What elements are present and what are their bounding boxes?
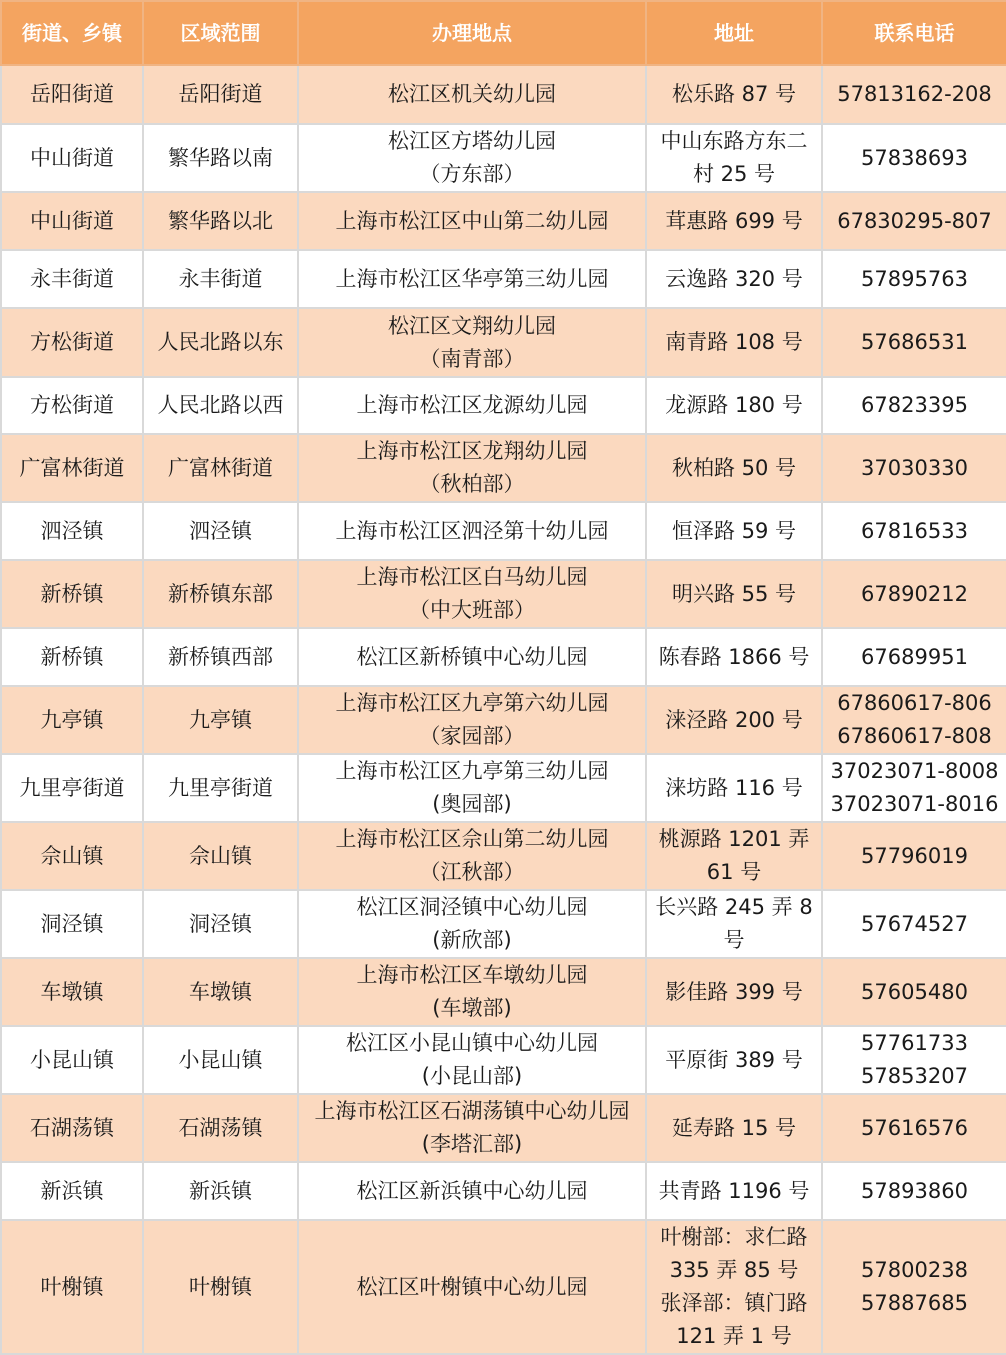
cell-address: [646, 628, 822, 686]
cell-phone-line: 67823395: [861, 393, 968, 417]
cell-town: 石湖荡镇: [1, 1094, 143, 1162]
cell-area: 人民北路以西: [143, 377, 298, 434]
cell-town: 车墩镇: [1, 958, 143, 1026]
table-row: [1, 124, 1006, 192]
table-row: [1, 434, 1006, 502]
cell-place: [298, 65, 646, 124]
cell-place-line: 上海市松江区九亭第三幼儿园: [335, 759, 609, 783]
cell-place: [298, 560, 646, 628]
cell-place: [298, 686, 646, 754]
header-phone: 联系电话: [822, 1, 1006, 65]
cell-phone: [822, 958, 1006, 1026]
cell-area: 人民北路以东: [143, 308, 298, 377]
cell-town: 中山街道: [1, 124, 143, 192]
cell-place-line: 上海市松江区华亭第三幼儿园: [335, 266, 609, 291]
cell-address-line: 涞坊路 116 号: [665, 775, 803, 800]
cell-phone: [822, 628, 1006, 686]
cell-phone-line: 67830295-807: [837, 208, 992, 233]
cell-address-line: 秋柏路 50 号: [671, 455, 797, 480]
table-row: [1, 65, 1006, 124]
table-row: [1, 192, 1006, 250]
table-row: [1, 1162, 1006, 1220]
cell-phone: [822, 377, 1006, 434]
cell-town: 洞泾镇: [1, 890, 143, 958]
cell-phone-line: 67816533: [861, 518, 968, 543]
cell-address: [646, 308, 822, 377]
cell-place-line: （秋柏部）: [419, 472, 525, 496]
cell-phone-line: 37023071-8016: [830, 792, 999, 816]
cell-place: [298, 434, 646, 502]
table-row: [1, 308, 1006, 377]
table-row: [1, 822, 1006, 890]
cell-place-line: (车墩部): [432, 996, 512, 1020]
cell-place-line: 上海市松江区龙源幼儿园: [356, 393, 588, 417]
cell-town: 九亭镇: [1, 686, 143, 754]
header-area: 区域范围: [143, 1, 298, 65]
cell-address-line: 叶榭部：求仁路: [660, 1225, 808, 1249]
cell-place: [298, 890, 646, 958]
cell-address-line: 松乐路 87 号: [671, 82, 797, 106]
cell-town: 方松街道: [1, 308, 143, 377]
table-row: [1, 686, 1006, 754]
cell-phone: [822, 434, 1006, 502]
cell-town: 新浜镇: [1, 1162, 143, 1220]
header-place: 办理地点: [298, 1, 646, 65]
cell-place: [298, 124, 646, 192]
cell-address-line: 影佳路 399 号: [665, 979, 803, 1004]
cell-place: [298, 502, 646, 560]
cell-place-line: （家园部）: [419, 724, 525, 748]
cell-area: 新浜镇: [143, 1162, 298, 1220]
table-row: [1, 502, 1006, 560]
table-row: [1, 1094, 1006, 1162]
cell-phone-line: 57616576: [861, 1115, 968, 1140]
table-row: [1, 250, 1006, 308]
table-row: [1, 560, 1006, 628]
table-row: [1, 628, 1006, 686]
cell-phone-line: 57895763: [861, 266, 968, 291]
cell-phone-line: 67890212: [861, 581, 968, 606]
cell-area: 广富林街道: [143, 434, 298, 502]
cell-area: 岳阳街道: [143, 65, 298, 124]
table-row: [1, 377, 1006, 434]
cell-address-line: 龙源路 180 号: [665, 393, 803, 417]
cell-address-line: 共青路 1196 号: [658, 1178, 810, 1203]
cell-town: 新桥镇: [1, 628, 143, 686]
cell-address-line: 南青路 108 号: [665, 330, 803, 354]
cell-address-line: 平原街 389 号: [665, 1047, 803, 1072]
cell-phone-line: 57893860: [861, 1178, 968, 1203]
cell-town: 佘山镇: [1, 822, 143, 890]
cell-address-line: 陈春路 1866 号: [658, 644, 810, 669]
cell-phone-line: 57887685: [861, 1291, 968, 1315]
cell-town: 广富林街道: [1, 434, 143, 502]
cell-phone: [822, 250, 1006, 308]
cell-place: [298, 1026, 646, 1094]
cell-place-line: 松江区叶榭镇中心幼儿园: [356, 1274, 588, 1299]
cell-address: [646, 250, 822, 308]
cell-place-line: 上海市松江区车墩幼儿园: [356, 963, 588, 987]
cell-town: 小昆山镇: [1, 1026, 143, 1094]
cell-area: 繁华路以北: [143, 192, 298, 250]
cell-address: [646, 754, 822, 822]
cell-place: [298, 192, 646, 250]
cell-area: 新桥镇东部: [143, 560, 298, 628]
cell-address: [646, 502, 822, 560]
table-row: [1, 754, 1006, 822]
cell-place-line: 松江区文翔幼儿园: [388, 313, 556, 338]
cell-address: [646, 124, 822, 192]
cell-place-line: 上海市松江区石湖荡镇中心幼儿园: [314, 1099, 630, 1123]
cell-place-line: (小昆山部): [421, 1064, 523, 1088]
cell-address: [646, 1162, 822, 1220]
cell-place-line: （方东部）: [419, 162, 525, 186]
table-row: [1, 1026, 1006, 1094]
cell-place-line: 上海市松江区九亭第六幼儿园: [335, 691, 609, 715]
cell-area: 永丰街道: [143, 250, 298, 308]
cell-place-line: 上海市松江区白马幼儿园: [356, 565, 588, 589]
cell-address-line: 村 25 号: [692, 162, 776, 186]
cell-address: [646, 560, 822, 628]
cell-town: 新桥镇: [1, 560, 143, 628]
cell-place: [298, 628, 646, 686]
cell-phone: [822, 1220, 1006, 1354]
cell-place: [298, 1162, 646, 1220]
cell-address-line: 桃源路 1201 弄: [658, 827, 810, 851]
cell-address-line: 长兴路 245 弄 8: [655, 895, 813, 919]
cell-phone: [822, 502, 1006, 560]
cell-address-line: 中山东路方东二: [660, 129, 808, 153]
cell-phone: [822, 308, 1006, 377]
cell-phone-line: 57838693: [861, 145, 968, 170]
table-row: [1, 1220, 1006, 1354]
cell-place: [298, 308, 646, 377]
header-address: 地址: [646, 1, 822, 65]
cell-place-line: （中大班部）: [409, 598, 535, 622]
cell-phone-line: 57761733: [861, 1031, 968, 1055]
cell-address: [646, 686, 822, 754]
cell-address: [646, 822, 822, 890]
cell-phone: [822, 560, 1006, 628]
cell-address-line: 号: [723, 928, 745, 952]
cell-phone-line: 57686531: [861, 330, 968, 354]
cell-town: 永丰街道: [1, 250, 143, 308]
cell-phone-line: 37023071-8008: [830, 759, 999, 783]
cell-phone-line: 57605480: [861, 979, 968, 1004]
cell-address-line: 61 号: [706, 860, 762, 884]
cell-phone: [822, 754, 1006, 822]
cell-address: [646, 1220, 822, 1354]
cell-phone: [822, 822, 1006, 890]
cell-phone-line: 57674527: [861, 911, 968, 936]
table-row: [1, 890, 1006, 958]
cell-address-line: 涞泾路 200 号: [665, 707, 803, 732]
cell-place: [298, 250, 646, 308]
cell-area: 叶榭镇: [143, 1220, 298, 1354]
cell-phone-line: 57796019: [861, 843, 968, 868]
cell-town: 叶榭镇: [1, 1220, 143, 1354]
cell-place-line: 松江区新桥镇中心幼儿园: [356, 644, 588, 669]
cell-area: 车墩镇: [143, 958, 298, 1026]
table-header: [1, 1, 1006, 65]
cell-address-line: 云逸路 320 号: [665, 266, 803, 291]
cell-phone-line: 57853207: [861, 1064, 968, 1088]
cell-place-line: （江秋部）: [419, 860, 525, 884]
cell-area: 新桥镇西部: [143, 628, 298, 686]
cell-address: [646, 1026, 822, 1094]
cell-town: 泗泾镇: [1, 502, 143, 560]
cell-place-line: (李塔汇部): [421, 1132, 523, 1156]
cell-area: 繁华路以南: [143, 124, 298, 192]
cell-place-line: （南青部）: [419, 346, 525, 371]
cell-area: 石湖荡镇: [143, 1094, 298, 1162]
table-body: [1, 65, 1006, 1354]
cell-phone-line: 67860617-808: [837, 724, 992, 748]
cell-place-line: 松江区方塔幼儿园: [388, 129, 556, 153]
cell-phone-line: 37030330: [861, 455, 968, 480]
cell-town: 方松街道: [1, 377, 143, 434]
cell-phone: [822, 1026, 1006, 1094]
cell-place-line: 松江区新浜镇中心幼儿园: [356, 1178, 588, 1203]
cell-area: 九亭镇: [143, 686, 298, 754]
header-town: 街道、乡镇: [1, 1, 143, 65]
cell-town: 岳阳街道: [1, 65, 143, 124]
cell-place-line: 松江区小昆山镇中心幼儿园: [346, 1031, 598, 1055]
cell-area: 九里亭街道: [143, 754, 298, 822]
cell-area: 小昆山镇: [143, 1026, 298, 1094]
cell-place-line: 上海市松江区中山第二幼儿园: [335, 208, 609, 233]
cell-address-line: 明兴路 55 号: [671, 581, 797, 606]
cell-place-line: 松江区机关幼儿园: [388, 82, 556, 106]
cell-phone: [822, 124, 1006, 192]
cell-place-line: 松江区洞泾镇中心幼儿园: [356, 895, 588, 919]
cell-phone-line: 67860617-806: [837, 691, 992, 715]
cell-phone: [822, 192, 1006, 250]
cell-place-line: 上海市松江区泗泾第十幼儿园: [335, 518, 609, 543]
cell-phone: [822, 686, 1006, 754]
cell-place: [298, 822, 646, 890]
cell-place-line: 上海市松江区佘山第二幼儿园: [335, 827, 609, 851]
table-row: [1, 958, 1006, 1026]
cell-area: 泗泾镇: [143, 502, 298, 560]
cell-address: [646, 890, 822, 958]
cell-place: [298, 754, 646, 822]
cell-address-line: 恒泽路 59 号: [671, 518, 797, 543]
cell-address-line: 335 弄 85 号: [669, 1258, 799, 1282]
cell-address-line: 张泽部：镇门路: [660, 1291, 808, 1315]
cell-place-line: (新欣部): [432, 928, 512, 952]
cell-town: 九里亭街道: [1, 754, 143, 822]
cell-address-line: 延寿路 15 号: [671, 1115, 797, 1140]
cell-phone-line: 57813162-208: [837, 82, 992, 106]
cell-phone: [822, 1162, 1006, 1220]
cell-address: [646, 377, 822, 434]
cell-phone-line: 57800238: [861, 1258, 968, 1282]
cell-address: [646, 192, 822, 250]
cell-address: [646, 434, 822, 502]
cell-town: 中山街道: [1, 192, 143, 250]
cell-address-line: 茸惠路 699 号: [665, 208, 803, 233]
cell-phone-line: 67689951: [861, 644, 968, 669]
cell-address-line: 121 弄 1 号: [676, 1324, 792, 1348]
cell-phone: [822, 890, 1006, 958]
cell-phone: [822, 1094, 1006, 1162]
cell-place: [298, 958, 646, 1026]
header-row: [1, 1, 1006, 65]
cell-address: [646, 1094, 822, 1162]
cell-area: 佘山镇: [143, 822, 298, 890]
cell-place-line: (奥园部): [432, 792, 512, 816]
cell-place: [298, 377, 646, 434]
cell-phone: [822, 65, 1006, 124]
cell-address: [646, 958, 822, 1026]
cell-place: [298, 1220, 646, 1354]
cell-place-line: 上海市松江区龙翔幼儿园: [356, 439, 588, 463]
cell-area: 洞泾镇: [143, 890, 298, 958]
cell-place: [298, 1094, 646, 1162]
cell-address: [646, 65, 822, 124]
